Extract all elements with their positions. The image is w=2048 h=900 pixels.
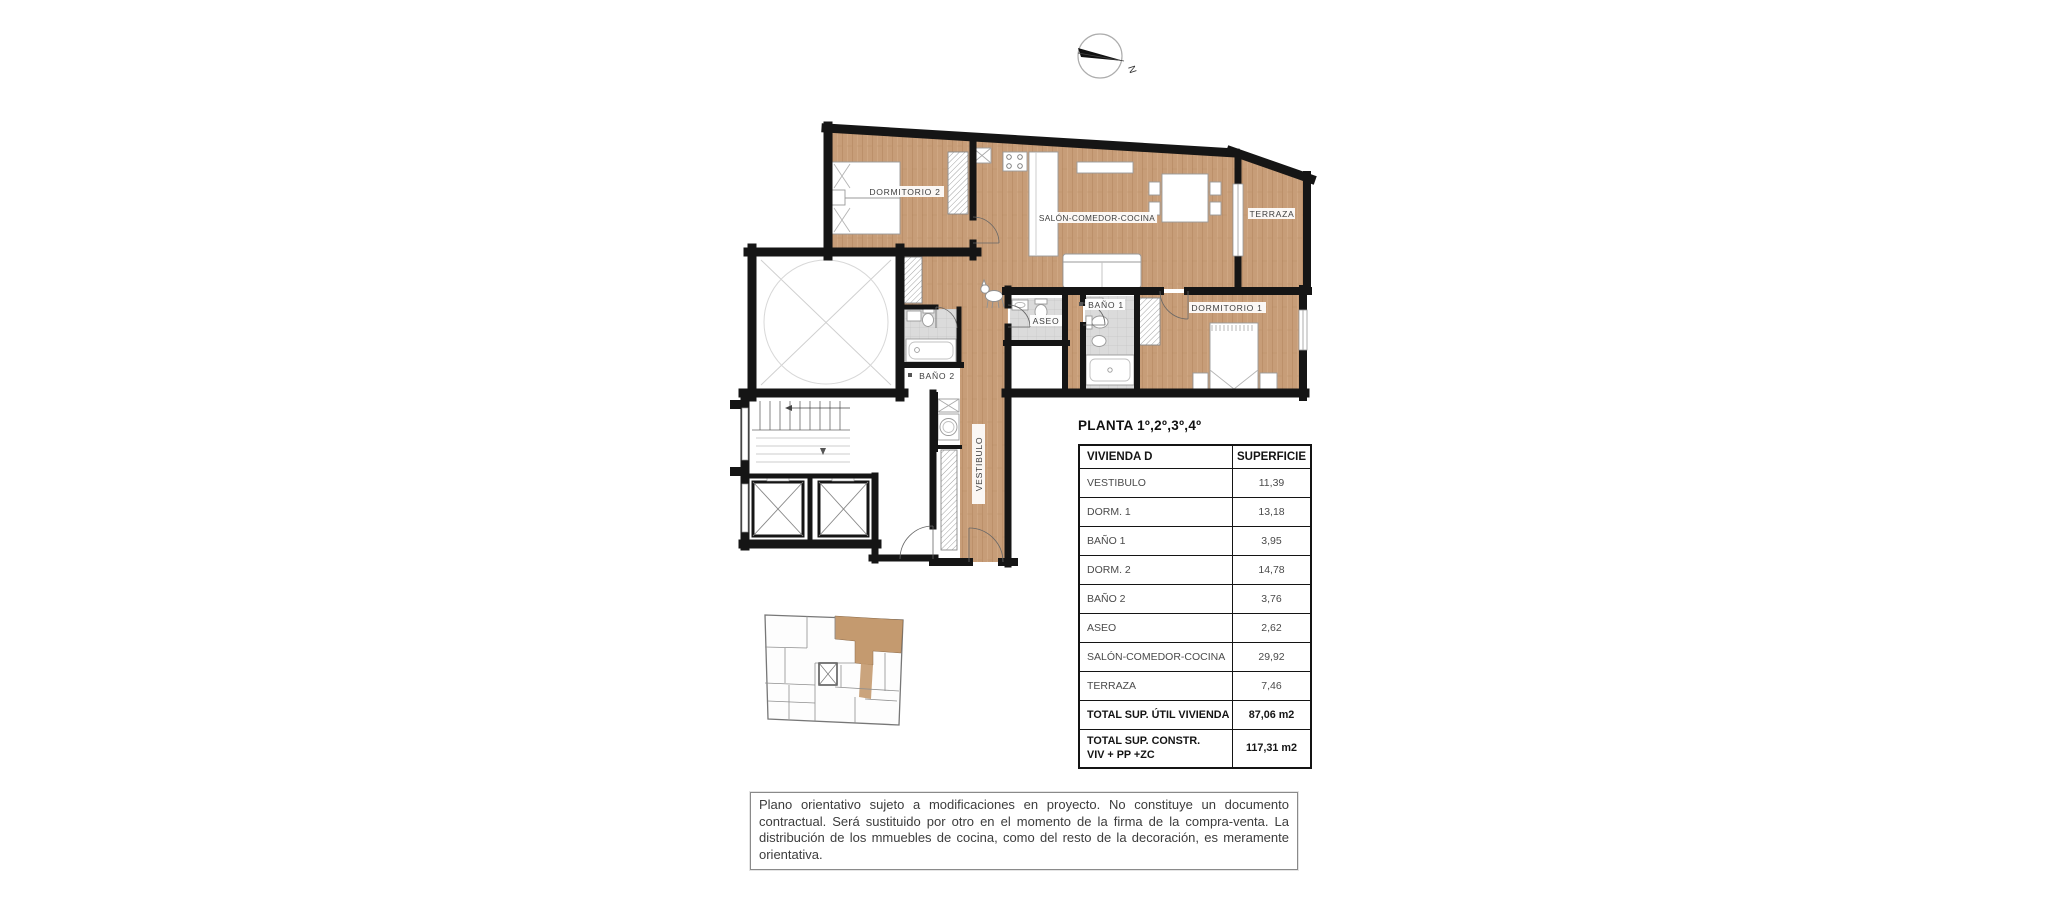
total-value: 117,31 m2 (1233, 730, 1312, 769)
label-bano2: BAÑO 2 (919, 371, 955, 381)
row-value: 2,62 (1233, 614, 1312, 643)
row-label: ASEO (1079, 614, 1233, 643)
total-label-line2: VIV + PP +ZC (1087, 748, 1155, 761)
table-header-name: VIVIENDA D (1079, 445, 1233, 469)
table-row (1079, 672, 1311, 701)
row-value: 7,46 (1233, 672, 1312, 701)
row-value: 11,39 (1233, 469, 1312, 498)
total-value: 87,06 m2 (1233, 701, 1312, 730)
label-bano1: BAÑO 1 (1088, 300, 1124, 310)
key-plan (745, 603, 915, 733)
table-row (1079, 469, 1311, 498)
label-dormitorio1: DORMITORIO 1 (1191, 303, 1263, 313)
table-header-value: SUPERFICIE (1233, 445, 1312, 469)
row-value: 29,92 (1233, 643, 1312, 672)
floor-title: PLANTA 1º,2º,3º,4º (1078, 418, 1202, 433)
total-label (1079, 730, 1233, 769)
row-label: BAÑO 2 (1079, 585, 1233, 614)
label-salon: SALÓN-COMEDOR-COCINA (1038, 213, 1156, 223)
table-row (1079, 643, 1311, 672)
row-label: TERRAZA (1079, 672, 1233, 701)
total-label-line1: TOTAL SUP. CONSTR. (1087, 735, 1201, 748)
label-terraza: TERRAZA (1249, 209, 1295, 219)
row-label: SALÓN-COMEDOR-COCINA (1079, 643, 1233, 672)
north-label: N (1125, 64, 1138, 75)
table-row (1079, 498, 1311, 527)
row-label: BAÑO 1 (1079, 527, 1233, 556)
compass-icon (1058, 22, 1158, 97)
table-total-util-row (1079, 701, 1311, 730)
table-total-constr-row (1079, 730, 1311, 769)
row-value: 3,95 (1233, 527, 1312, 556)
disclaimer-box (750, 792, 1298, 870)
table-row (1079, 527, 1311, 556)
table-row (1079, 585, 1311, 614)
row-label: DORM. 1 (1079, 498, 1233, 527)
row-value: 3,76 (1233, 585, 1312, 614)
area-table (1078, 444, 1312, 769)
label-dormitorio2: DORMITORIO 2 (869, 187, 941, 197)
row-value: 14,78 (1233, 556, 1312, 585)
table-row (1079, 556, 1311, 585)
label-aseo: ASEO (1032, 316, 1060, 326)
row-label: DORM. 2 (1079, 556, 1233, 585)
table-header-row (1079, 445, 1311, 469)
disclaimer-text: Plano orientativo sujeto a modificaciones en proyecto. No constituye un documento contractual. Será sustituido por otro en el momento de la firma de la compra-venta. La distribución de los mmuebles de cocina, como del resto de la decoración, es meramente orientativa. (759, 797, 1289, 862)
table-row (1079, 614, 1311, 643)
row-label: VESTIBULO (1079, 469, 1233, 498)
row-value: 13,18 (1233, 498, 1312, 527)
total-label: TOTAL SUP. ÚTIL VIVIENDA (1079, 701, 1233, 730)
label-vestibulo: VESTIBULO (974, 436, 984, 492)
